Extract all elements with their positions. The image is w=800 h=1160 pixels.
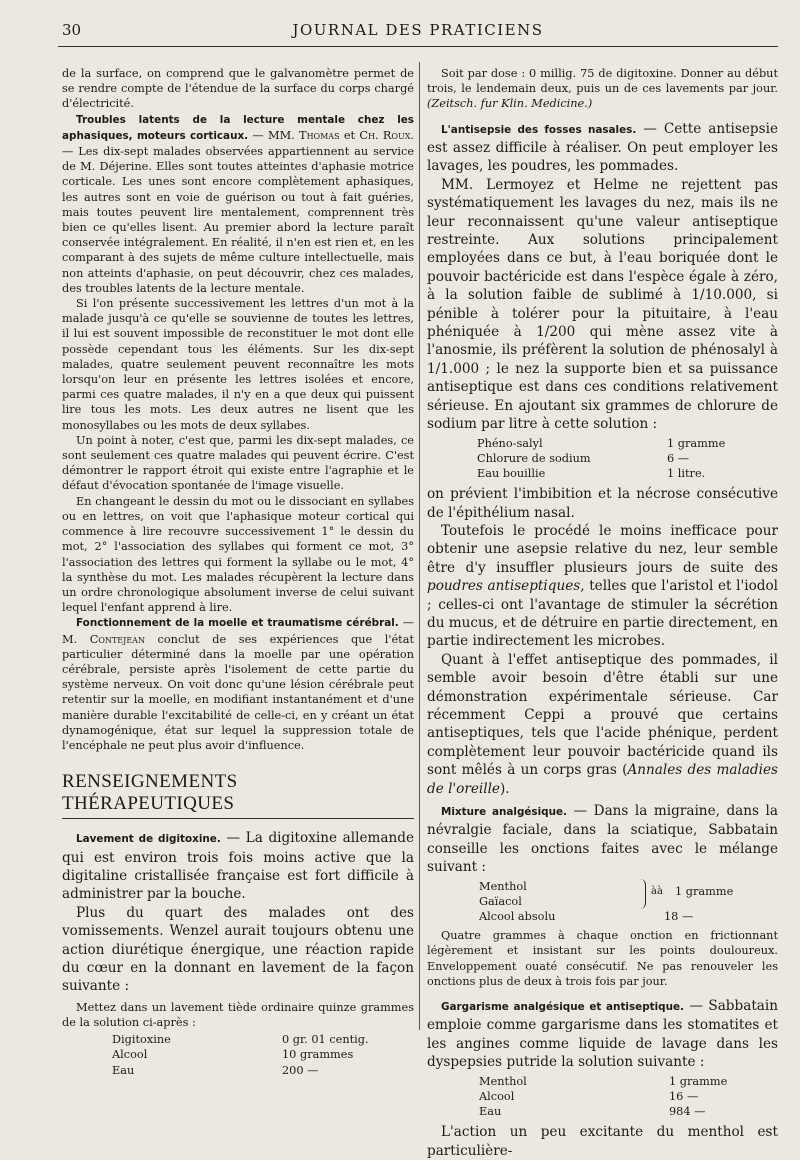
ingredient-qty: 984 — — [669, 1105, 706, 1119]
source-citation: (Zeitsch. fur Klin. Medicine.) — [427, 97, 593, 111]
paragraph: Toutefois le procédé le moins inefficace pour obtenir une asepsie relative du nez, leur semble être d'y insuffler plusieurs jours de suite des poudres antiseptiques, telles que l'aristol et l'iodol ; celles-ci ont l'avantage de stimuler la sécrétion du mucus, et de détruire en partie directement, en partie indirectement les microbes. — [427, 522, 778, 650]
brace-label: àà — [651, 885, 663, 897]
article-heading: Lavement de digitoxine. — [76, 833, 221, 846]
ingredient-name: Eau bouillie — [477, 466, 546, 480]
author-name: Contejean — [89, 632, 145, 646]
recipe-row — [112, 1063, 414, 1078]
paragraph: Mettez dans un lavement tiède ordinaire quinze grammes de la solution ci-après : — [62, 1000, 414, 1029]
ingredient-name: Gaïacol — [479, 894, 522, 908]
recipe-mixture — [479, 879, 778, 925]
ingredient-name: Phéno-salyl — [477, 436, 543, 450]
ingredient-name: Menthol — [479, 879, 527, 893]
recipe-row — [479, 909, 778, 924]
article-troubles-latents: Troubles latents de la lecture mentale chez les aphasiques, moteurs corticaux. — MM. Thomas et Ch. Roux. — Les dix-sept malades observées appartiennent au service de M. Déjerine. Elles sont toutes atteintes d'aphasie motrice corticale. Les unes sont encore complètement aphasiques, les autres sont en voie de guérison ou tout à fait guéries, mais toutes peuvent lire mentalement, comprennent très bien ce qu'elles lisent. Au premier abord la lecture paraît conservée intégralement. En réalité, il n'en est rien et, en les comparant à des sujets de même culture intellectuelle, mais non atteints d'aphasie, on peut découvrir, chez ces malades, des troubles latents de la lecture mentale. — [62, 113, 414, 295]
journal-title: JOURNAL DES PRATICIENS — [292, 21, 544, 39]
article-heading: L'antisepsie des fosses nasales. — [441, 123, 637, 136]
recipe-pheno-salyl — [477, 436, 778, 482]
paragraph: Un point à noter, c'est que, parmi les dix-sept malades, ce sont seulement ces quatre malades qui peuvent écrire. C'est démontrer le rapport étroit qui existe entre l'agraphie et le défaut d'évocation spontanée de l'image visuelle. — [62, 433, 414, 493]
ingredient-qty: 1 gramme — [669, 1074, 728, 1088]
ingredient-name: Menthol — [479, 1074, 527, 1088]
article-moelle: Fonctionnement de la moelle et traumatisme cérébral. — M. Contejean conclut de ses expériences que l'état particulier déterminé dans la moelle par une opération cérébrale, persiste après l'isolement de cette partie du système nerveux. On voit donc qu'une lésion cérébrale peut retentir sur la moelle, en modifiant instantanément et d'une manière durable l'excitabilité de celle-ci, en y créant un état dynamogénique, état sur lequel la suppression totale de l'encéphale ne peut plus avoir d'influence. — [62, 616, 414, 752]
ingredient-qty: 6 — — [667, 451, 690, 465]
left-column — [62, 66, 414, 1082]
paragraph: Si l'on présente successivement les lettres d'un mot à la malade jusqu'à ce qu'elle se souvienne de toutes les lettres, il lui est souvent impossible de reconstituer le mot dont elle possède cependant tous les éléments. Sur les dix-sept malades, quatre seulement peuvent reconnaître les mots lorsqu'on leur en présente les lettres isolées et encore, parmi ces quatre malades, il n'y en a que deux qui puissent lire tous les mots. Les deux autres ne lisent que les monosyllabes ou les mots de deux syllabes. — [62, 297, 414, 432]
article-antisepsie: L'antisepsie des fosses nasales. — Cette antisepsie est assez difficile à réaliser. On peut employer les lavages, les poudres, les pommades. — [427, 120, 778, 175]
ingredient-name: Chlorure de sodium — [477, 451, 591, 465]
ingredient-qty: 10 grammes — [282, 1048, 354, 1062]
article-lavement: Lavement de digitoxine. — La digitoxine allemande qui est environ trois fois moins active que la digitaline cristallisée française est fort difficile à administrer par la bouche. — [62, 830, 414, 903]
recipe-row — [479, 1104, 778, 1119]
article-gargarisme: Gargarisme analgésique et antiseptique. — Sabbatain emploie comme gargarisme dans les stomatites et les angines comme liquide de lavage dans les dyspepsies putride la solution suivante : — [427, 998, 778, 1071]
author-name: Ch. Roux — [359, 128, 411, 142]
article-mixture: Mixture analgésique. — Dans la migraine, dans la névralgie faciale, dans la sciatique, Sabbatain conseille les onctions faites avec le mélange suivant : — [427, 803, 778, 876]
recipe-row — [112, 1047, 414, 1062]
paragraph: on prévient l'imbibition et la nécrose consécutive de l'épithélium nasal. — [427, 486, 778, 521]
paragraph: L'action un peu excitante du menthol est particulière- — [427, 1124, 778, 1159]
paragraph: de la surface, on comprend que le galvanomètre permet de se rendre compte de l'étendue de la surface du corps chargé d'électricité. — [62, 67, 414, 111]
paragraph: MM. Lermoyez et Helme ne rejettent pas systématiquement les lavages du nez, mais ils ne leur reconnaissent qu'une valeur antiseptique restreinte. Aux solutions principalement employées dans ce but, à l'eau boriquée dont le pouvoir bactéricide est dans l'espèce égale à zéro, à la solution faible de sublimé à 1/10.000, si pénible à tolérer pour la pituitaire, à l'eau phéniquée à 1/200 qui mène assez vite à l'anosmie, ils préfèrent la solution de phénosalyl à 1/1.000 ; le nez la supporte bien et sa puissance antiseptique est dans ces conditions relativement sérieuse. En ajoutant six grammes de chlorure de sodium par litre à cette solution : — [427, 176, 778, 433]
ingredient-name: Alcool — [479, 1089, 515, 1103]
ingredient-qty: 1 gramme — [667, 436, 726, 450]
paragraph: Soit par dose : 0 millig. 75 de digitoxine. Donner au début trois, le lendemain deux, puis un de ces lavements par jour. (Zeitsch. fur Klin. Medicine.) — [427, 67, 778, 111]
ingredient-name: Eau — [479, 1105, 502, 1119]
paragraph: Quatre grammes à chaque onction en frictionnant légèrement et insistant sur les points douloureux. Enveloppement ouaté consécutif. Ne pas renouveler les onctions plus de deux à trois fois par jour. — [427, 929, 778, 988]
page-header — [58, 18, 778, 47]
ingredient-qty: 16 — — [669, 1089, 699, 1103]
recipe-row — [479, 1074, 778, 1089]
article-heading: Gargarisme analgésique et antiseptique. — [441, 1001, 685, 1014]
paragraph: Quant à l'effet antiseptique des pommades, il semble avoir besoin d'être établi sur une démonstration expérimentale sérieuse. Car récemment Ceppi a prouvé que certains antiseptiques, tels que l'acide phénique, perdent complètement leur pouvoir bactéricide quand ils sont mêlés à un corps gras (Annales des maladies de l'oreille). — [427, 651, 779, 797]
article-heading: Mixture analgésique. — [441, 806, 568, 819]
ingredient-name: Digitoxine — [112, 1033, 171, 1047]
column-divider — [419, 62, 420, 1030]
paragraph: En changeant le dessin du mot ou le dissociant en syllabes ou en lettres, on voit que l'aphasique moteur cortical qui commence à lire recouvre successivement 1° le dessin du mot, 2° l'association des syllabes qui forment ce mot, 3° l'association des lettres qui forment la syllabe ou le mot, 4° la synthèse du mot. Les malades récupèrent la lecture dans un ordre chronologique absolument inverse de celui suivant lequel l'enfant apprend à lire. — [62, 494, 414, 615]
brace-qty: 1 gramme — [675, 884, 734, 898]
author-name: Thomas — [299, 128, 340, 142]
recipe-row — [112, 1032, 414, 1047]
ingredient-name: Eau — [112, 1063, 135, 1077]
ingredient-qty: 1 litre. — [667, 466, 706, 480]
ingredient-name: Alcool — [112, 1048, 148, 1062]
recipe-row — [477, 466, 778, 481]
recipe-digitoxine — [112, 1032, 414, 1078]
article-heading: Fonctionnement de la moelle et traumatisme cérébral. — [76, 617, 399, 630]
paragraph: Plus du quart des malades ont des vomissements. Wenzel aurait toujours obtenu une action diurétique énergique, une réaction rapide du cœur en la donnant en lavement de la façon suivante : — [62, 904, 414, 995]
ingredient-name: Alcool absolu — [479, 910, 556, 924]
brace — [637, 879, 646, 909]
ingredient-qty: 200 — — [282, 1063, 319, 1077]
section-title: RENSEIGNEMENTS THÉRAPEUTIQUES — [62, 771, 414, 819]
page-number: 30 — [62, 21, 82, 39]
source-citation: Annales des maladies de l'oreille — [427, 762, 779, 797]
recipe-row — [477, 436, 778, 451]
ingredient-qty: 0 gr. 01 centig. — [282, 1033, 369, 1047]
right-column — [427, 66, 778, 1160]
ingredient-qty: 18 — — [664, 910, 694, 924]
recipe-row — [477, 451, 778, 466]
article-heading: Troubles latents de la lecture mentale chez les aphasiques, moteurs corticaux. — [62, 113, 414, 142]
recipe-gargarisme — [479, 1074, 778, 1120]
recipe-row — [479, 1089, 778, 1104]
